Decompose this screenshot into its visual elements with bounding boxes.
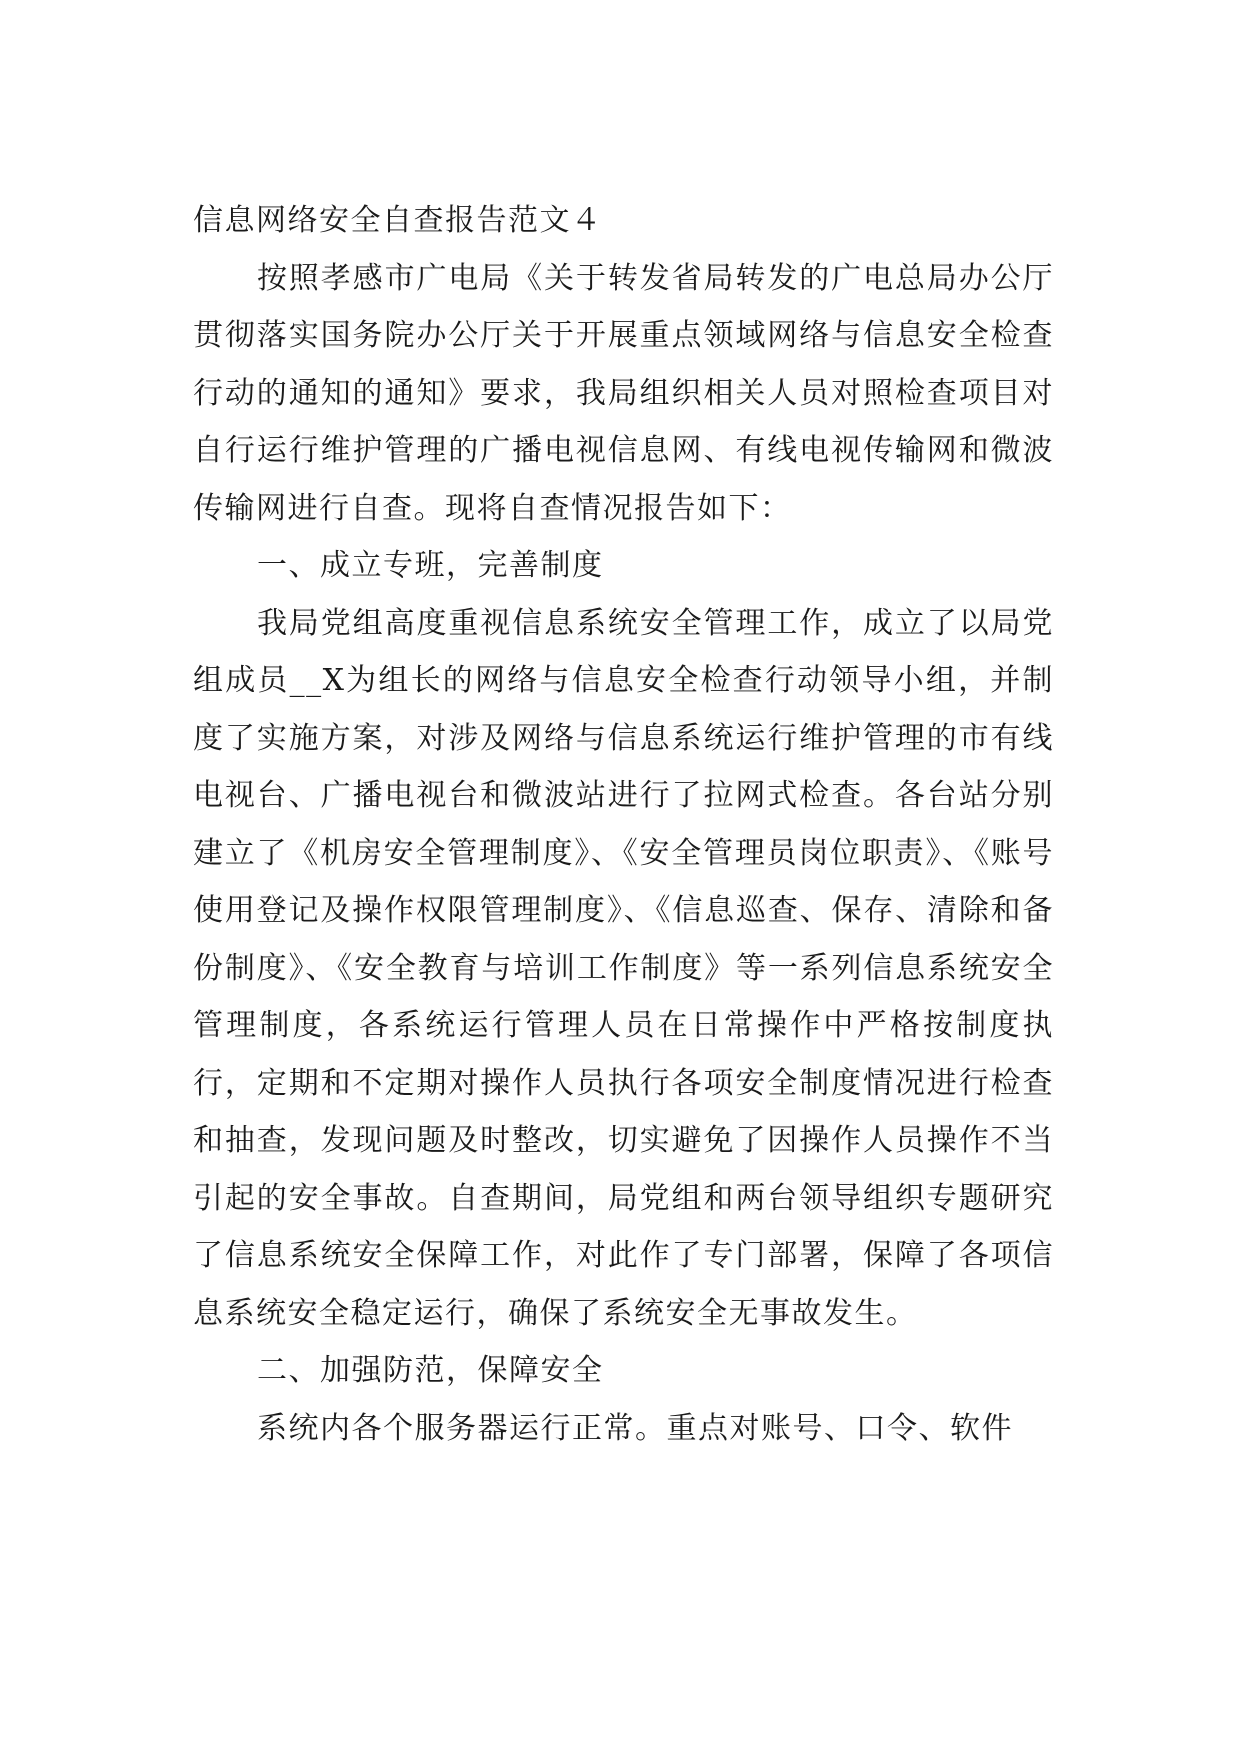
section-heading-1: 一、成立专班，完善制度: [257, 548, 604, 583]
document-title: 信息网络安全自查报告范文４: [193, 203, 603, 238]
section-heading-2: 二、加强防范，保障安全: [257, 1353, 604, 1388]
document-body: [193, 192, 1054, 1457]
intro-paragraph: 按照孝感市广电局《关于转发省局转发的广电总局办公厅贯彻落实国务院办公厅关于开展重点领域网络与信息安全检查行动的通知的通知》要求，我局组织相关人员对照检查项目对自行运行维护管理的广播电视信息网、有线电视传输网和微波传输网进行自查。现将自查情况报告如下：: [193, 260, 1054, 526]
section-2-paragraph: 系统内各个服务器运行正常。重点对账号、口令、软件: [257, 1410, 1013, 1446]
section-1-paragraph: 我局党组高度重视信息系统安全管理工作，成立了以局党组成员__X为组长的网络与信息安全检查行动领导小组，并制度了实施方案，对涉及网络与信息系统运行维护管理的市有线电视台、广播电视台和微波站进行了拉网式检查。各台站分别建立了《机房安全管理制度》、《安全管理员岗位职责》、《账号使用登记及操作权限管理制度》、《信息巡查、保存、清除和备份制度》、《安全教育与培训工作制度》等一系列信息系统安全管理制度，各系统运行管理人员在日常操作中严格按制度执行，定期和不定期对操作人员执行各项安全制度情况进行检查和抽查，发现问题及时整改，切实避免了因操作人员操作不当引起的安全事故。自查期间，局党组和两台领导组织专题研究了信息系统安全保障工作，对此作了专门部署，保障了各项信息系统安全稳定运行，确保了系统安全无事故发生。: [193, 605, 1054, 1331]
